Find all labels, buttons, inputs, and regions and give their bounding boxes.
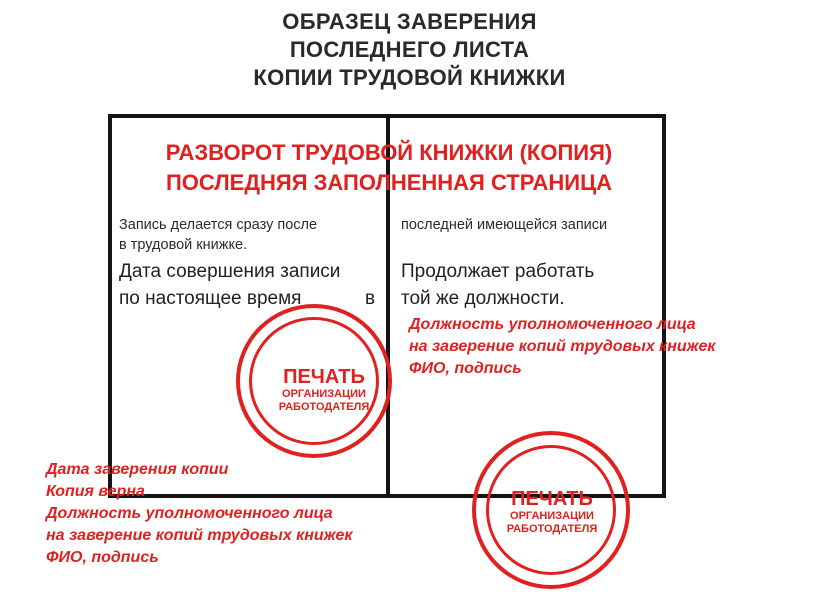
left-note-line-2: в трудовой книжке. [119,237,248,253]
certification-left-line-5: ФИО, подпись [46,549,159,566]
right-entry-line-1: Продолжает работать [401,261,595,282]
stamp-lower-line-2: РАБОТОДАТЕЛЯ [506,523,598,535]
certification-left-line-3: Должность уполномоченного лица [46,505,333,522]
right-note-line-1: последней имеющейся записи [401,217,608,233]
spread-heading-line-2: ПОСЛЕДНЯЯ ЗАПОЛНЕННАЯ СТРАНИЦА [165,170,613,195]
left-note [119,215,317,255]
title-line-2: ПОСЛЕДНЕГО ЛИСТА [289,37,530,62]
spread-heading [112,138,666,198]
stamp-upper-label: ПЕЧАТЬ [283,366,365,388]
document-title [0,8,819,92]
left-entry-line-2: по настоящее время [119,288,302,309]
title-line-1: ОБРАЗЕЦ ЗАВЕРЕНИЯ [282,9,537,34]
stamp-lower-line-1: ОРГАНИЗАЦИИ [510,510,594,522]
certification-right [409,314,716,380]
certification-right-line-1: Должность уполномоченного лица [409,316,696,333]
spread-heading-line-1: РАЗВОРОТ ТРУДОВОЙ КНИЖКИ (КОПИЯ) [165,140,613,165]
certification-right-line-3: ФИО, подпись [409,360,522,377]
left-entry-preposition: в [365,288,376,309]
stamp-upper-line-1: ОРГАНИЗАЦИИ [282,388,366,400]
right-note [401,215,607,235]
title-line-3: КОПИИ ТРУДОВОЙ КНИЖКИ [253,65,566,90]
certification-left-line-1: Дата заверения копии [46,461,229,478]
certification-right-line-2: на заверение копий трудовых книжек [409,338,716,355]
certification-left-line-4: на заверение копий трудовых книжек [46,527,353,544]
right-entry-line-2: той же должности. [401,288,565,309]
left-note-line-1: Запись делается сразу после [119,217,318,233]
stamp-upper-line-2: РАБОТОДАТЕЛЯ [278,401,370,413]
certification-left [46,459,353,569]
stamp-lower-label: ПЕЧАТЬ [511,488,593,510]
stamp-upper-text [249,366,399,414]
left-entry-line-1: Дата совершения записи [119,261,341,282]
certification-left-line-2: Копия верна [46,483,145,500]
right-entry [401,258,594,312]
stamp-lower-text [482,488,622,536]
